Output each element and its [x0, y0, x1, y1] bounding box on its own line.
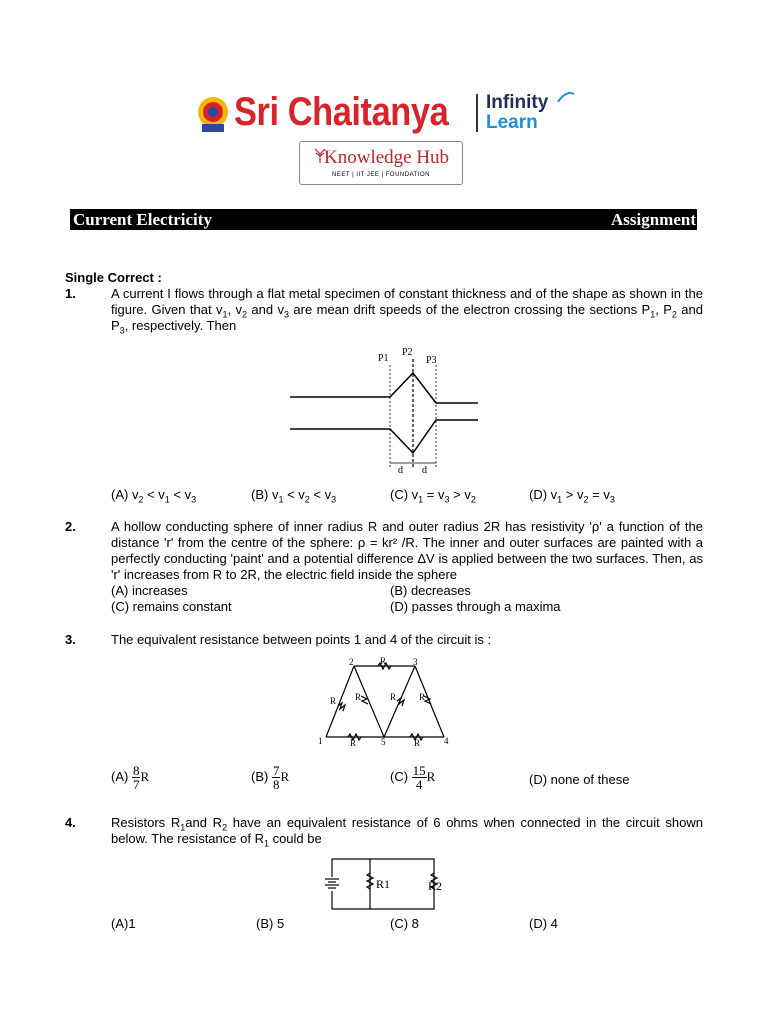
question-3-number: 3.	[65, 632, 76, 647]
resistor-label-left: R	[330, 696, 337, 706]
infinity-swoosh-icon	[556, 88, 576, 108]
resistor-label-bottom-right: R	[414, 738, 421, 748]
label-p3: P3	[426, 355, 437, 366]
label-d2: d	[422, 465, 427, 476]
question-1-option-c[interactable]: (C) $v_1 = v_3 > v_2$	[390, 487, 476, 505]
question-1-option-b[interactable]: (B) $v_1 < v_2 < v_3$	[251, 487, 337, 505]
node-3-label: 3	[413, 657, 418, 667]
node-2-label: 2	[349, 657, 354, 667]
question-4-option-b[interactable]: (B) 5	[256, 916, 285, 931]
assignment-label: Assignment	[610, 210, 696, 229]
question-1-option-a[interactable]: (A) $v_2 < v_1 < v_3$	[111, 487, 197, 505]
label-p2: P2	[402, 347, 413, 358]
question-3-text: The equivalent resistance between points 1 and 4 of the circuit is :	[111, 632, 492, 647]
question-3-option-b[interactable]: (B) $\frac{7}{8}$ R	[251, 763, 290, 792]
resistor-label-right: R	[419, 692, 426, 702]
label-p1: P1	[378, 353, 389, 364]
question-2-option-c[interactable]: (C) remains constant	[111, 599, 232, 614]
sri-chaitanya-emblem-icon	[196, 94, 230, 134]
section-heading: Single Correct :	[65, 270, 162, 285]
logo-separator	[476, 94, 478, 132]
question-3-circuit-figure	[318, 656, 458, 746]
question-2-option-d[interactable]: (D) passes through a maxima	[390, 599, 561, 614]
learn-label: Learn	[486, 112, 538, 133]
topic-header-bar	[70, 209, 697, 230]
resistor-r1-label: R1	[376, 877, 391, 891]
resistor-r2-label: R2	[428, 879, 443, 893]
question-2-number: 2.	[65, 519, 76, 534]
resistor-label-mid-left: R	[355, 692, 362, 702]
node-4-label: 4	[444, 736, 449, 746]
knowledge-hub-badge	[299, 141, 463, 185]
question-2-option-b[interactable]: (B) decreases	[390, 583, 471, 598]
question-4-number: 4.	[65, 815, 76, 830]
knowledge-hub-title: Knowledge Hub	[324, 147, 450, 168]
label-d1: d	[398, 465, 403, 476]
question-3-option-a[interactable]: (A) $\frac{8}{7}$ R	[111, 763, 150, 792]
question-3-option-c[interactable]: (C) $\frac{15}{4}$ R	[390, 763, 436, 792]
question-4-circuit-figure	[322, 855, 452, 915]
question-1-specimen-figure	[290, 345, 490, 475]
question-2-text: A hollow conducting sphere of inner radius R and outer radius 2R has resistivity 'ρ' a function of the distance 'r' from the centre of the sphere: ρ = kr² /R. The inner and outer surfaces are painted with a perfectly conducting 'paint' and a potential difference ΔV is applied between the two surfaces. Then, as 'r' increases from R to 2R, the electric field inside the sphere	[111, 519, 703, 582]
question-4-option-d[interactable]: (D) 4	[529, 916, 558, 931]
question-1-number: 1.	[65, 286, 76, 301]
resistor-label-mid-right: R	[390, 692, 397, 702]
question-4-option-a[interactable]: (A)1	[111, 916, 136, 931]
node-5-label: 5	[381, 737, 386, 747]
question-3-option-d[interactable]: (D) none of these	[529, 772, 630, 787]
node-1-label: 1	[318, 736, 323, 746]
brand-name: Sri Chaitanya	[234, 90, 449, 134]
brand-logo	[196, 88, 576, 140]
question-2-option-a[interactable]: (A) increases	[111, 583, 188, 598]
question-1-text: A current I flows through a flat metal specimen of constant thickness and of the shape as shown in the figure. Given that $v_1$, $v_2$ and $v_3$ are mean drift speeds of the electron crossing the sections $P_1$, $P_2$ and $P_3$, respectively. Then	[111, 286, 704, 336]
question-4-text: Resistors $R_1and$ $R_2$ have an equivalent resistance of 6 ohms when connected in the circuit shown below. The resistance of $R_1$ could be	[111, 815, 703, 849]
question-1-option-d[interactable]: (D) $v_1 > v_2 = v_3$	[529, 487, 615, 505]
infinity-label: Infinity	[486, 92, 549, 113]
knowledge-hub-subtitle: NEET | IIT JEE | FOUNDATION	[332, 172, 430, 178]
resistor-label-top: R	[380, 656, 387, 666]
question-4-option-c[interactable]: (C) 8	[390, 916, 419, 931]
resistor-label-bottom-left: R	[350, 738, 357, 748]
topic-title: Current Electricity	[73, 210, 212, 229]
